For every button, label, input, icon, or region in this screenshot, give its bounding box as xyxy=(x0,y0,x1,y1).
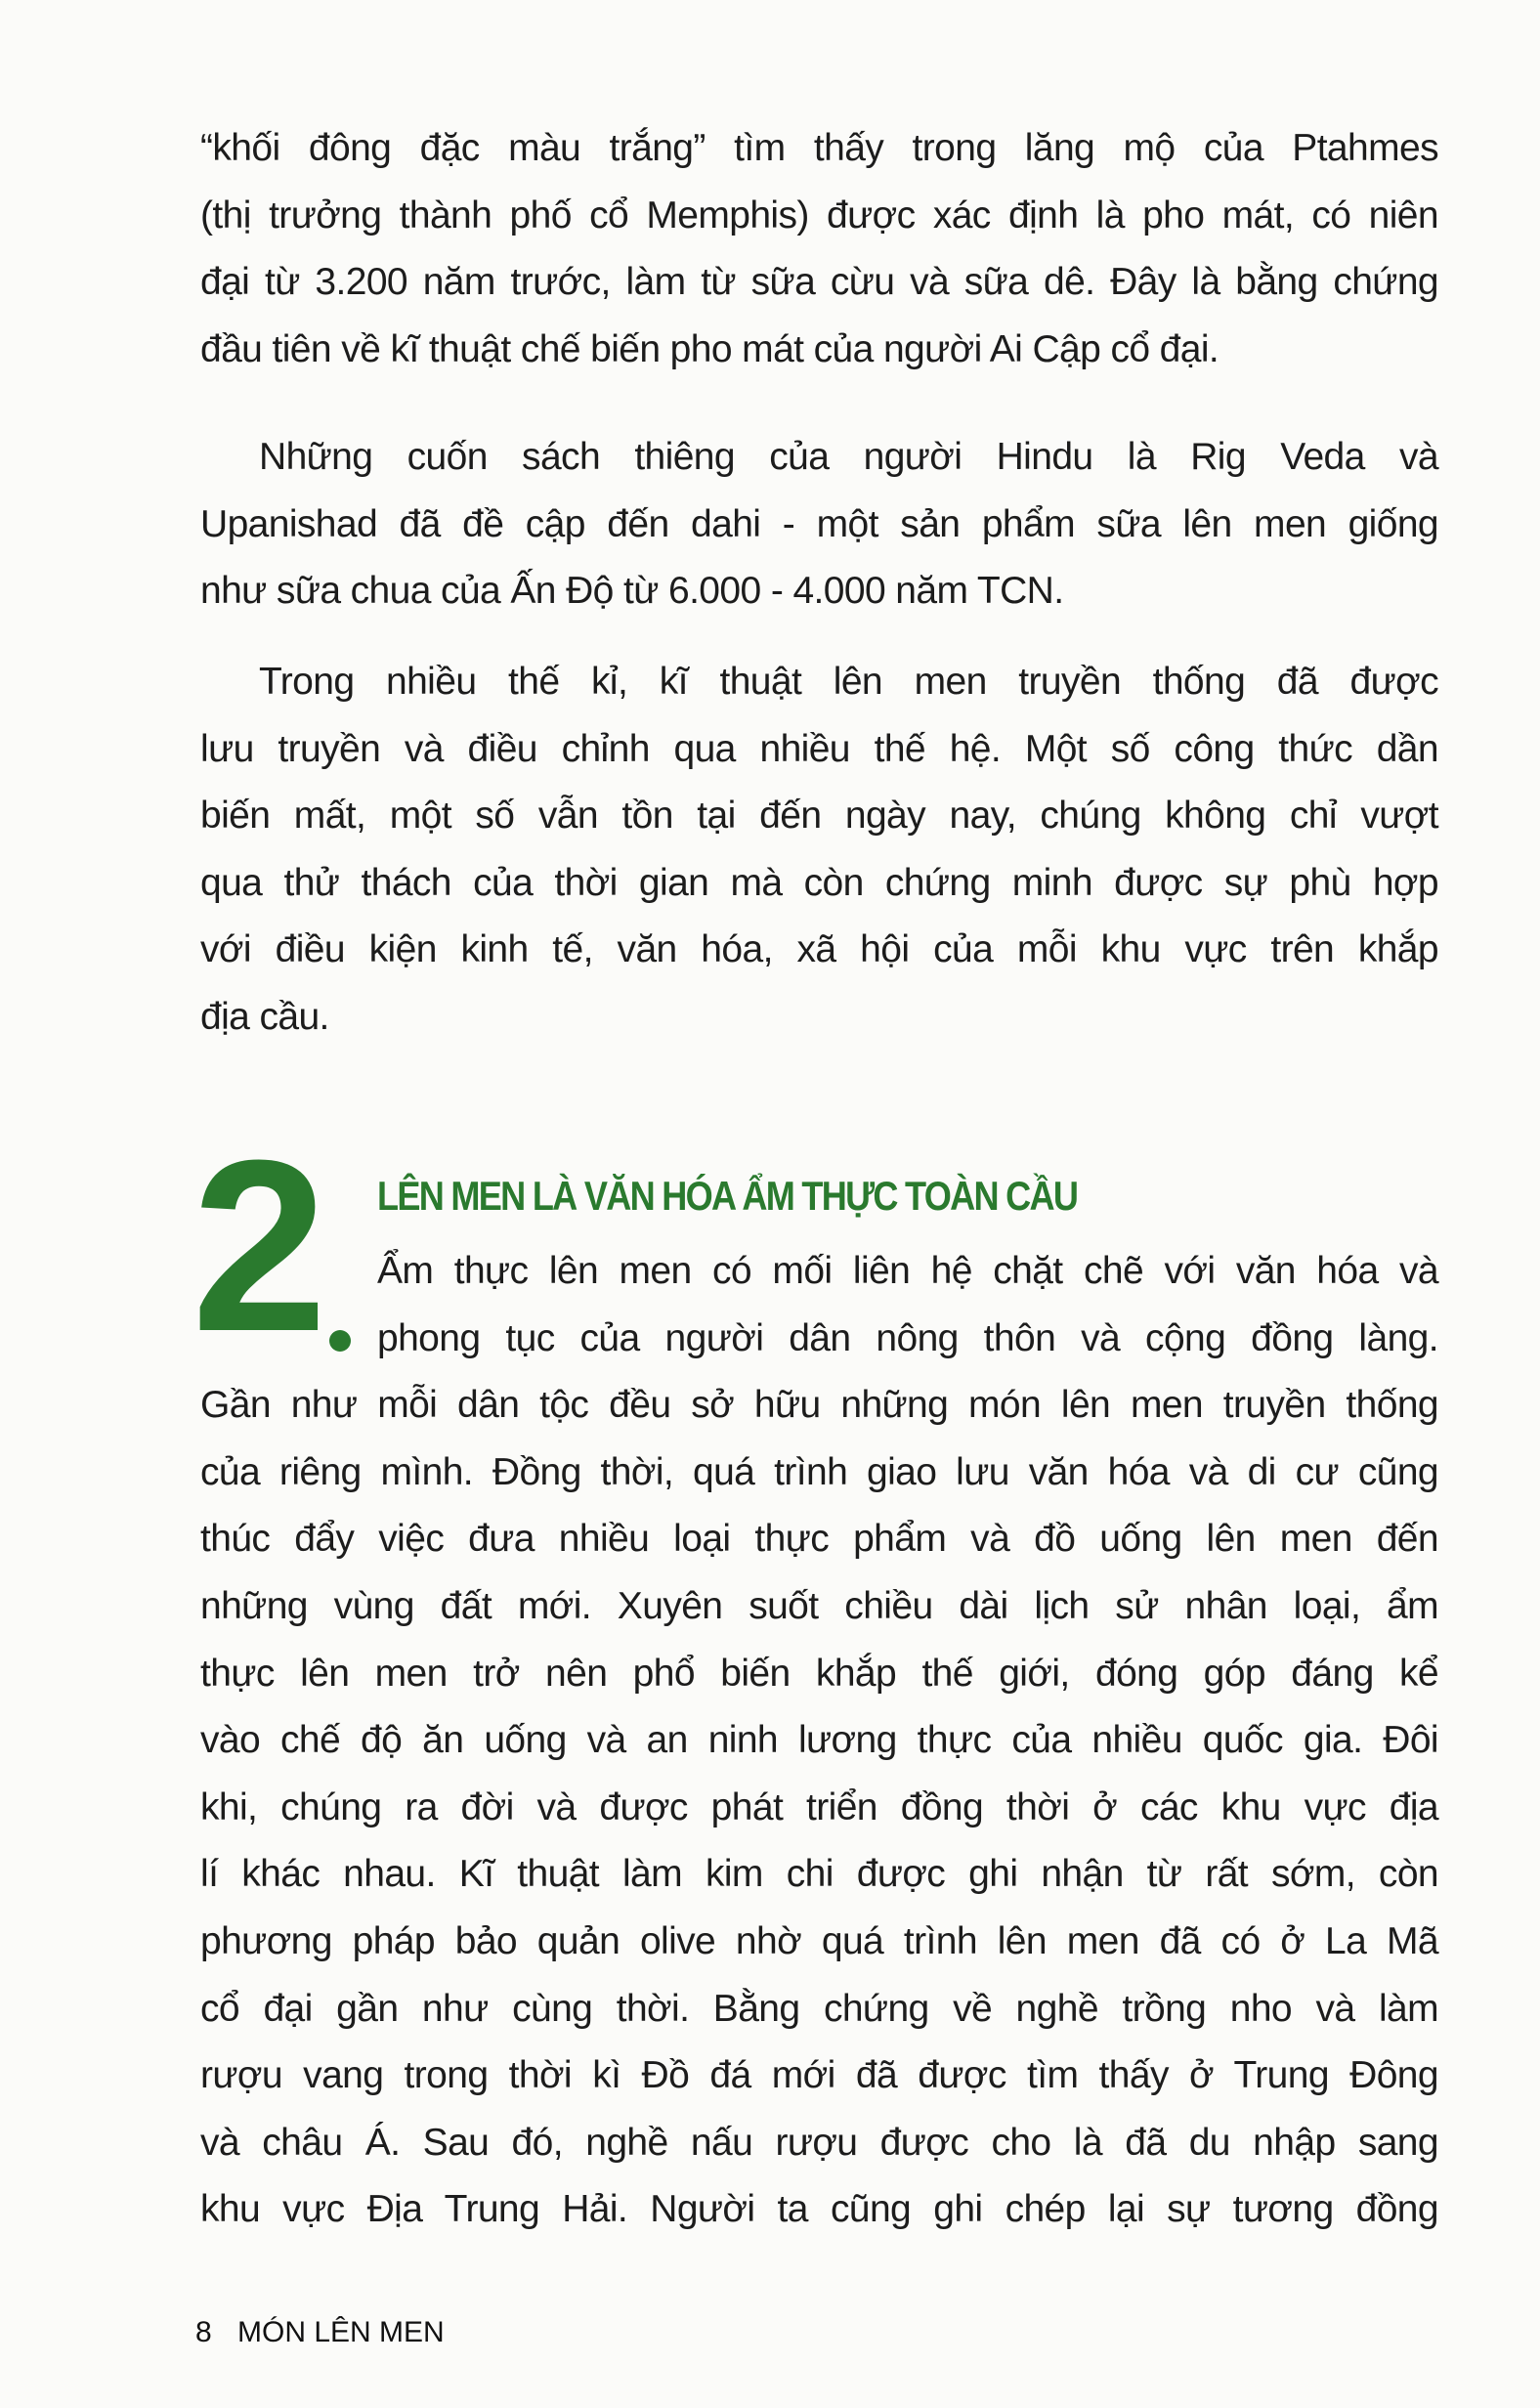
text-line: những vùng đất mới. Xuyên suốt chiều dài lịch sử nhân loại, ẩm xyxy=(200,1584,1438,1627)
text-line: phương pháp bảo quản olive nhờ quá trình lên men đã có ở La Mã xyxy=(200,1919,1438,1962)
paragraph-2 xyxy=(200,424,1438,625)
text-line: địa cầu. xyxy=(200,995,329,1038)
text-line: Upanishad đã đề cập đến dahi - một sản phẩm sữa lên men giống xyxy=(200,502,1438,545)
text-line: cổ đại gần như cùng thời. Bằng chứng về nghề trồng nho và làm xyxy=(200,1987,1438,2030)
page-number: 8 xyxy=(195,2316,212,2348)
text-line: thúc đẩy việc đưa nhiều loại thực phẩm và đồ uống lên men đến xyxy=(200,1518,1438,1561)
page-footer xyxy=(195,2316,462,2349)
text-line: như sữa chua của Ấn Độ từ 6.000 - 4.000 năm TCN. xyxy=(200,570,1064,613)
text-line: Ẩm thực lên men có mối liên hệ chặt chẽ với văn hóa và xyxy=(377,1250,1438,1292)
text-line: Những cuốn sách thiêng của người Hindu là Rig Veda và xyxy=(259,436,1438,478)
section-body xyxy=(200,1238,1438,2244)
text-line: “khối đông đặc màu trắng” tìm thấy trong lăng mộ của Ptahmes xyxy=(200,127,1438,169)
text-line: đầu tiên về kĩ thuật chế biến pho mát của người Ai Cập cổ đại. xyxy=(200,327,1219,370)
text-line: của riêng mình. Đồng thời, quá trình giao lưu văn hóa và di cư cũng xyxy=(200,1450,1438,1493)
text-line: và châu Á. Sau đó, nghề nấu rượu được cho là đã du nhập sang xyxy=(200,2121,1438,2164)
text-line: qua thử thách của thời gian mà còn chứng minh được sự phù hợp xyxy=(200,861,1438,904)
text-line: đại từ 3.200 năm trước, làm từ sữa cừu và sữa dê. Đây là bằng chứng xyxy=(200,261,1438,304)
text-line: khu vực Địa Trung Hải. Người ta cũng ghi chép lại sự tương đồng xyxy=(200,2188,1438,2231)
book-title: MÓN LÊN MEN xyxy=(237,2316,445,2348)
text-line: với điều kiện kinh tế, văn hóa, xã hội của mỗi khu vực trên khắp xyxy=(200,928,1438,971)
text-line: phong tục của người dân nông thôn và cộng đồng làng. xyxy=(377,1316,1438,1359)
paragraph-1 xyxy=(200,115,1438,383)
text-line: Gần như mỗi dân tộc đều sở hữu những món lên men truyền thống xyxy=(200,1384,1438,1427)
text-line: biến mất, một số vẫn tồn tại đến ngày nay, chúng không chỉ vượt xyxy=(200,795,1438,838)
paragraph-3 xyxy=(200,649,1438,1052)
section-number: 2 xyxy=(192,1109,319,1382)
section-heading: LÊN MEN LÀ VĂN HÓA ẨM THỰC TOÀN CẦU xyxy=(377,1173,1078,1219)
text-line: rượu vang trong thời kì Đồ đá mới đã được tìm thấy ở Trung Đông xyxy=(200,2054,1438,2097)
text-line: vào chế độ ăn uống và an ninh lương thực của nhiều quốc gia. Đôi xyxy=(200,1719,1438,1762)
text-line: lưu truyền và điều chỉnh qua nhiều thế hệ. Một số công thức dần xyxy=(200,727,1438,770)
text-line: Trong nhiều thế kỉ, kĩ thuật lên men truyền thống đã được xyxy=(259,661,1438,703)
text-line: khi, chúng ra đời và được phát triển đồng thời ở các khu vực địa xyxy=(200,1785,1438,1828)
text-line: (thị trưởng thành phố cổ Memphis) được xác định là pho mát, có niên xyxy=(200,194,1438,236)
text-line: lí khác nhau. Kĩ thuật làm kim chi được ghi nhận từ rất sớm, còn xyxy=(200,1853,1438,1896)
text-line: thực lên men trở nên phổ biến khắp thế giới, đóng góp đáng kể xyxy=(200,1652,1438,1695)
